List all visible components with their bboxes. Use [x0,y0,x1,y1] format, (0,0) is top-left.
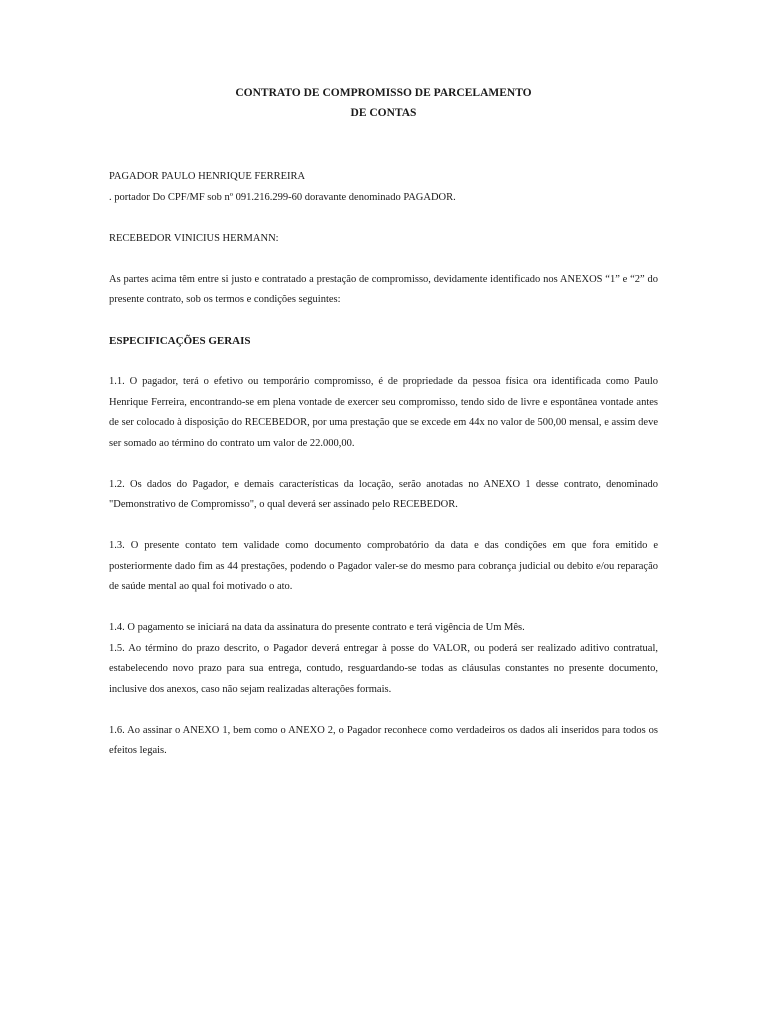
title-line-1: CONTRATO DE COMPROMISSO DE PARCELAMENTO [235,87,532,99]
section-heading: ESPECIFICAÇÕES GERAIS [109,335,251,347]
clause-1-1: 1.1. O pagador, terá o efetivo ou temporário compromisso, é de propriedade da pessoa física ora identificada como Paulo Henrique Ferreira, encontrando-se em plena vontade de exercer seu compromisso, tendo sido de livre e espontânea vontade antes de ser colocado à disposição do RECEBEDOR, por uma prestação que se excede em 44x no valor de 500,00 mensal, e assim deve ser somado ao término do contrato um valor de 22.000,00. [109,376,658,449]
intro-paragraph: As partes acima têm entre si justo e contratado a prestação de compromisso, devidamente identificado nos ANEXOS “1” e “2” do presente contrato, sob os termos e condições seguintes: [109,273,658,305]
clause-1-4: 1.4. O pagamento se iniciará na data da assinatura do presente contrato e terá vigência de Um Mês. [109,622,525,633]
document-title [109,83,658,123]
clause-1-3: 1.3. O presente contato tem validade como documento comprobatório da data e das condições em que fora emitido e posteriormente dado fim as 44 prestações, podendo o Pagador valer-se do mesmo para cobrança judicial ou debito e/ou reparação de saúde mental ao qual foi motivado o ato. [109,540,658,592]
clause-1-6: 1.6. Ao assinar o ANEXO 1, bem como o ANEXO 2, o Pagador reconhece como verdadeiros os dados ali inseridos para todos os efeitos legais. [109,724,658,756]
clause-1-2: 1.2. Os dados do Pagador, e demais características da locação, serão anotadas no ANEXO 1 desse contrato, denominado "Demonstrativo de Compromisso", o qual deverá ser assinado pelo RECEBEDOR. [109,478,658,510]
document-body [109,83,658,762]
title-line-2: DE CONTAS [350,107,417,119]
payer-id: . portador Do CPF/MF sob nº 091.216.299-60 doravante denominado PAGADOR. [109,191,456,203]
payer-name: PAGADOR PAULO HENRIQUE FERREIRA [109,171,306,182]
clause-1-5: 1.5. Ao término do prazo descrito, o Pagador deverá entregar à posse do VALOR, ou poderá ser realizado aditivo contratual, estabelecendo novo prazo para sua entrega, contudo, resguardando-se todas as cláusulas constantes no presente documento, inclusive dos anexos, caso não sejam realizadas alterações formais. [109,642,658,695]
receiver-name: RECEBEDOR VINICIUS HERMANN: [109,232,279,244]
